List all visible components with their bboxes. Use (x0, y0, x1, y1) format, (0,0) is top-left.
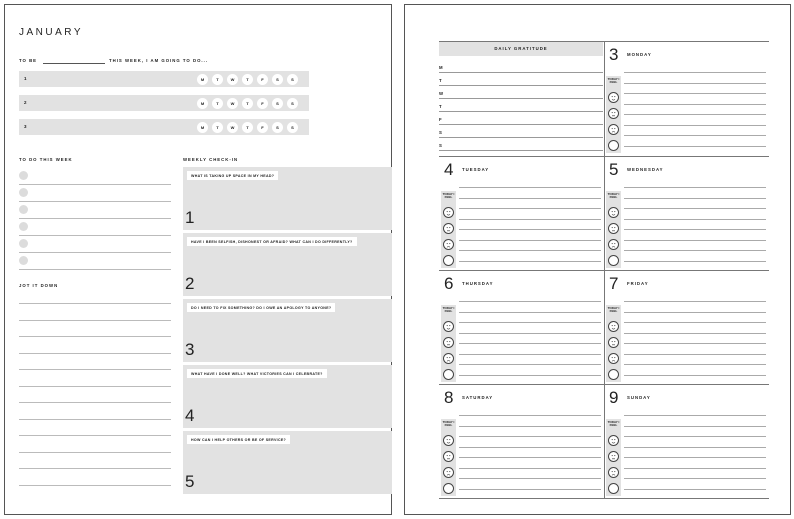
todo-title: TO DO THIS WEEK (19, 157, 73, 162)
day-writing-line[interactable] (624, 261, 766, 262)
day-number: 3 (609, 45, 619, 64)
weekday-check-dot[interactable]: S (287, 74, 298, 85)
today-i-feel-label: TODAY I FEEL (607, 306, 620, 314)
today-i-feel-label: TODAY I FEEL (607, 420, 620, 428)
checkin-box[interactable] (183, 431, 392, 494)
day-writing-line[interactable] (624, 436, 766, 437)
checkin-question (187, 435, 290, 444)
day-writing-line[interactable] (459, 301, 601, 302)
day-writing-line[interactable] (459, 208, 601, 209)
sad-face-icon[interactable] (608, 353, 619, 364)
sad-face-icon[interactable] (443, 239, 454, 250)
day-writing-line[interactable] (624, 489, 766, 490)
day-writing-line[interactable] (459, 250, 601, 251)
blank-circle-icon[interactable] (608, 255, 619, 266)
happy-face-icon[interactable] (608, 435, 619, 446)
day-writing-line[interactable] (459, 322, 601, 323)
todo-item[interactable] (19, 185, 171, 202)
todo-checkbox-circle[interactable] (19, 188, 28, 197)
sad-face-icon[interactable] (443, 353, 454, 364)
day-writing-line[interactable] (624, 457, 766, 458)
weekday-tracker (197, 98, 298, 109)
checkin-question (187, 237, 357, 246)
weekday-check-dot[interactable]: W (227, 98, 238, 109)
day-writing-line[interactable] (624, 301, 766, 302)
neutral-face-icon[interactable] (443, 223, 454, 234)
jot-line[interactable] (19, 303, 171, 304)
weekday-check-dot[interactable]: W (227, 122, 238, 133)
day-number: 9 (609, 388, 619, 407)
this-week-label: THIS WEEK, I AM GOING TO DO... (109, 58, 208, 63)
gratitude-row[interactable] (439, 86, 603, 99)
todo-checkbox-circle[interactable] (19, 205, 28, 214)
jot-line[interactable] (19, 468, 171, 469)
weekday-check-dot[interactable]: S (272, 122, 283, 133)
day-writing-line[interactable] (459, 333, 601, 334)
checkin-box[interactable] (183, 299, 392, 362)
day-writing-line[interactable] (459, 219, 601, 220)
checkin-box[interactable] (183, 365, 392, 428)
day-writing-line[interactable] (624, 312, 766, 313)
day-writing-line[interactable] (624, 322, 766, 323)
weekday-check-dot[interactable]: T (212, 74, 223, 85)
checkin-question (187, 303, 335, 312)
day-writing-line[interactable] (459, 343, 601, 344)
jot-line[interactable] (19, 320, 171, 321)
today-i-feel-label: TODAY I FEEL (607, 192, 620, 200)
day-writing-line[interactable] (459, 447, 601, 448)
day-writing-line[interactable] (459, 457, 601, 458)
gratitude-header (439, 41, 603, 56)
sad-face-icon[interactable] (608, 239, 619, 250)
day-name: TUESDAY (462, 167, 490, 172)
goal-number: 3 (24, 124, 27, 129)
checkin-number: 4 (185, 406, 195, 425)
day-cell-thursday (440, 271, 604, 384)
gratitude-day-letter: F (439, 117, 442, 122)
gratitude-day-letter: S (439, 143, 442, 148)
day-name: WEDNESDAY (627, 167, 664, 172)
day-writing-line[interactable] (624, 343, 766, 344)
neutral-face-icon[interactable] (608, 337, 619, 348)
gratitude-day-letter: T (439, 78, 442, 83)
day-writing-line[interactable] (624, 125, 766, 126)
weekday-check-dot[interactable]: S (287, 98, 298, 109)
jot-line[interactable] (19, 353, 171, 354)
day-writing-line[interactable] (459, 312, 601, 313)
to-be-label: TO BE (19, 58, 38, 63)
weekday-check-dot[interactable]: F (257, 98, 268, 109)
day-writing-line[interactable] (459, 426, 601, 427)
sad-face-icon[interactable] (608, 124, 619, 135)
weekday-check-dot[interactable]: T (242, 98, 253, 109)
checkin-title: WEEKLY CHECK-IN (183, 157, 239, 162)
todo-item[interactable] (19, 236, 171, 253)
jot-line[interactable] (19, 369, 171, 370)
gratitude-row[interactable] (439, 125, 603, 138)
blank-circle-icon[interactable] (608, 369, 619, 380)
weekday-check-dot[interactable]: M (197, 98, 208, 109)
gratitude-row[interactable] (439, 73, 603, 86)
neutral-face-icon[interactable] (608, 451, 619, 462)
jot-line[interactable] (19, 402, 171, 403)
gratitude-box (439, 41, 603, 154)
todo-item[interactable] (19, 219, 171, 236)
day-writing-line[interactable] (459, 187, 601, 188)
day-writing-line[interactable] (624, 229, 766, 230)
todo-checkbox-circle[interactable] (19, 222, 28, 231)
day-writing-line[interactable] (624, 146, 766, 147)
jot-line[interactable] (19, 419, 171, 420)
checkin-number: 2 (185, 274, 195, 293)
gratitude-row[interactable] (439, 138, 603, 151)
happy-face-icon[interactable] (443, 321, 454, 332)
jot-line[interactable] (19, 485, 171, 486)
day-writing-line[interactable] (459, 240, 601, 241)
day-writing-line[interactable] (459, 198, 601, 199)
day-writing-line[interactable] (624, 240, 766, 241)
day-writing-line[interactable] (624, 375, 766, 376)
day-writing-line[interactable] (624, 415, 766, 416)
today-i-feel-label: TODAY I FEEL (607, 77, 620, 85)
checkin-question-text: WHAT IS TAKING UP SPACE IN MY HEAD? (191, 173, 275, 178)
month-title: JANUARY (19, 27, 83, 38)
goal-row[interactable] (19, 119, 309, 135)
day-writing-line[interactable] (624, 93, 766, 94)
mood-tracker (441, 191, 456, 268)
sad-face-icon[interactable] (608, 467, 619, 478)
day-name: MONDAY (627, 52, 652, 57)
weekday-check-dot[interactable]: F (257, 122, 268, 133)
day-name: THURSDAY (462, 281, 494, 286)
day-writing-line[interactable] (624, 104, 766, 105)
jot-line[interactable] (19, 336, 171, 337)
mood-tracker (606, 305, 621, 382)
checkin-question (187, 369, 327, 378)
mood-tracker (441, 305, 456, 382)
to-be-blank[interactable] (43, 56, 105, 64)
today-i-feel-label: TODAY I FEEL (442, 420, 455, 428)
day-writing-line[interactable] (624, 478, 766, 479)
day-writing-line[interactable] (624, 354, 766, 355)
checkin-question-text: HAVE I BEEN SELFISH, DISHONEST OR AFRAID? WHAT CAN I DO DIFFERENTLY? (191, 239, 353, 244)
weekday-tracker (197, 122, 298, 133)
day-writing-line[interactable] (624, 219, 766, 220)
jot-title: JOT IT DOWN (19, 283, 59, 288)
blank-circle-icon[interactable] (608, 483, 619, 494)
day-cell-saturday (440, 385, 604, 498)
blank-circle-icon[interactable] (443, 369, 454, 380)
gratitude-row[interactable] (439, 99, 603, 112)
day-writing-line[interactable] (624, 83, 766, 84)
day-writing-line[interactable] (624, 333, 766, 334)
day-name: SATURDAY (462, 395, 494, 400)
gratitude-day-letter: M (439, 65, 443, 70)
neutral-face-icon[interactable] (443, 451, 454, 462)
weekday-tracker (197, 74, 298, 85)
day-writing-line[interactable] (459, 229, 601, 230)
right-planner-page (404, 4, 791, 515)
day-writing-line[interactable] (459, 436, 601, 437)
weekday-check-dot[interactable]: T (242, 122, 253, 133)
gratitude-day-letter: S (439, 130, 442, 135)
blank-circle-icon[interactable] (443, 255, 454, 266)
checkin-question-text: HOW CAN I HELP OTHERS OR BE OF SERVICE? (191, 437, 287, 442)
goal-row[interactable] (19, 95, 309, 111)
neutral-face-icon[interactable] (608, 108, 619, 119)
neutral-face-icon[interactable] (443, 337, 454, 348)
todo-item[interactable] (19, 253, 171, 270)
day-number: 7 (609, 274, 619, 293)
checkin-question-text: WHAT HAVE I DONE WELL? WHAT VICTORIES CAN I CELEBRATE? (191, 371, 323, 376)
blank-circle-icon[interactable] (443, 483, 454, 494)
left-planner-page (4, 4, 392, 515)
gratitude-row[interactable] (439, 112, 603, 125)
blank-circle-icon[interactable] (608, 140, 619, 151)
day-cell-friday (605, 271, 769, 384)
weekday-check-dot[interactable]: T (212, 98, 223, 109)
gratitude-day-letter: W (439, 91, 444, 96)
day-writing-line[interactable] (459, 354, 601, 355)
happy-face-icon[interactable] (608, 321, 619, 332)
mood-tracker (441, 419, 456, 496)
jot-line[interactable] (19, 452, 171, 453)
day-writing-line[interactable] (624, 114, 766, 115)
day-writing-line[interactable] (624, 198, 766, 199)
goal-number: 1 (24, 76, 27, 81)
happy-face-icon[interactable] (608, 207, 619, 218)
day-cell-wednesday (605, 157, 769, 270)
today-i-feel-label: TODAY I FEEL (442, 192, 455, 200)
day-writing-line[interactable] (459, 478, 601, 479)
checkin-box[interactable] (183, 233, 392, 296)
gratitude-row[interactable] (439, 60, 603, 73)
checkin-number: 3 (185, 340, 195, 359)
goal-row[interactable] (19, 71, 309, 87)
day-name: FRIDAY (627, 281, 649, 286)
day-cell-tuesday (440, 157, 604, 270)
jot-line[interactable] (19, 386, 171, 387)
happy-face-icon[interactable] (443, 435, 454, 446)
weekday-check-dot[interactable]: S (272, 74, 283, 85)
day-writing-line[interactable] (459, 261, 601, 262)
today-i-feel-label: TODAY I FEEL (442, 306, 455, 314)
weekday-check-dot[interactable]: M (197, 122, 208, 133)
day-number: 6 (444, 274, 454, 293)
gratitude-title: DAILY GRATITUDE (494, 46, 548, 51)
day-number: 8 (444, 388, 454, 407)
mood-tracker (606, 419, 621, 496)
day-number: 4 (444, 160, 454, 179)
day-writing-line[interactable] (624, 187, 766, 188)
day-writing-line[interactable] (624, 72, 766, 73)
happy-face-icon[interactable] (608, 92, 619, 103)
weekday-check-dot[interactable]: W (227, 74, 238, 85)
happy-face-icon[interactable] (443, 207, 454, 218)
day-writing-line[interactable] (624, 447, 766, 448)
gratitude-day-letter: T (439, 104, 442, 109)
day-writing-line[interactable] (624, 250, 766, 251)
day-writing-line[interactable] (624, 364, 766, 365)
weekday-check-dot[interactable]: T (242, 74, 253, 85)
checkin-number: 1 (185, 208, 195, 227)
day-writing-line[interactable] (459, 375, 601, 376)
weekday-check-dot[interactable]: S (287, 122, 298, 133)
todo-checkbox-circle[interactable] (19, 256, 28, 265)
checkin-box[interactable] (183, 167, 392, 230)
weekday-check-dot[interactable]: M (197, 74, 208, 85)
sad-face-icon[interactable] (443, 467, 454, 478)
todo-item[interactable] (19, 202, 171, 219)
day-writing-line[interactable] (459, 468, 601, 469)
weekday-check-dot[interactable]: F (257, 74, 268, 85)
todo-item[interactable] (19, 168, 171, 185)
todo-checkbox-circle[interactable] (19, 171, 28, 180)
day-writing-line[interactable] (624, 135, 766, 136)
checkin-question (187, 171, 278, 180)
mood-tracker (606, 191, 621, 268)
day-cell-sunday (605, 385, 769, 498)
mood-tracker (606, 76, 621, 153)
checkin-number: 5 (185, 472, 195, 491)
weekday-check-dot[interactable]: T (212, 122, 223, 133)
day-cell-monday (605, 42, 769, 155)
todo-checkbox-circle[interactable] (19, 239, 28, 248)
day-writing-line[interactable] (624, 426, 766, 427)
day-writing-line[interactable] (624, 468, 766, 469)
jot-line[interactable] (19, 435, 171, 436)
day-writing-line[interactable] (624, 208, 766, 209)
day-number: 5 (609, 160, 619, 179)
day-writing-line[interactable] (459, 489, 601, 490)
goal-number: 2 (24, 100, 27, 105)
day-writing-line[interactable] (459, 364, 601, 365)
neutral-face-icon[interactable] (608, 223, 619, 234)
checkin-question-text: DO I NEED TO FIX SOMETHING? DO I OWE AN APOLOGY TO ANYONE? (191, 305, 332, 310)
day-writing-line[interactable] (459, 415, 601, 416)
weekday-check-dot[interactable]: S (272, 98, 283, 109)
day-name: SUNDAY (627, 395, 651, 400)
